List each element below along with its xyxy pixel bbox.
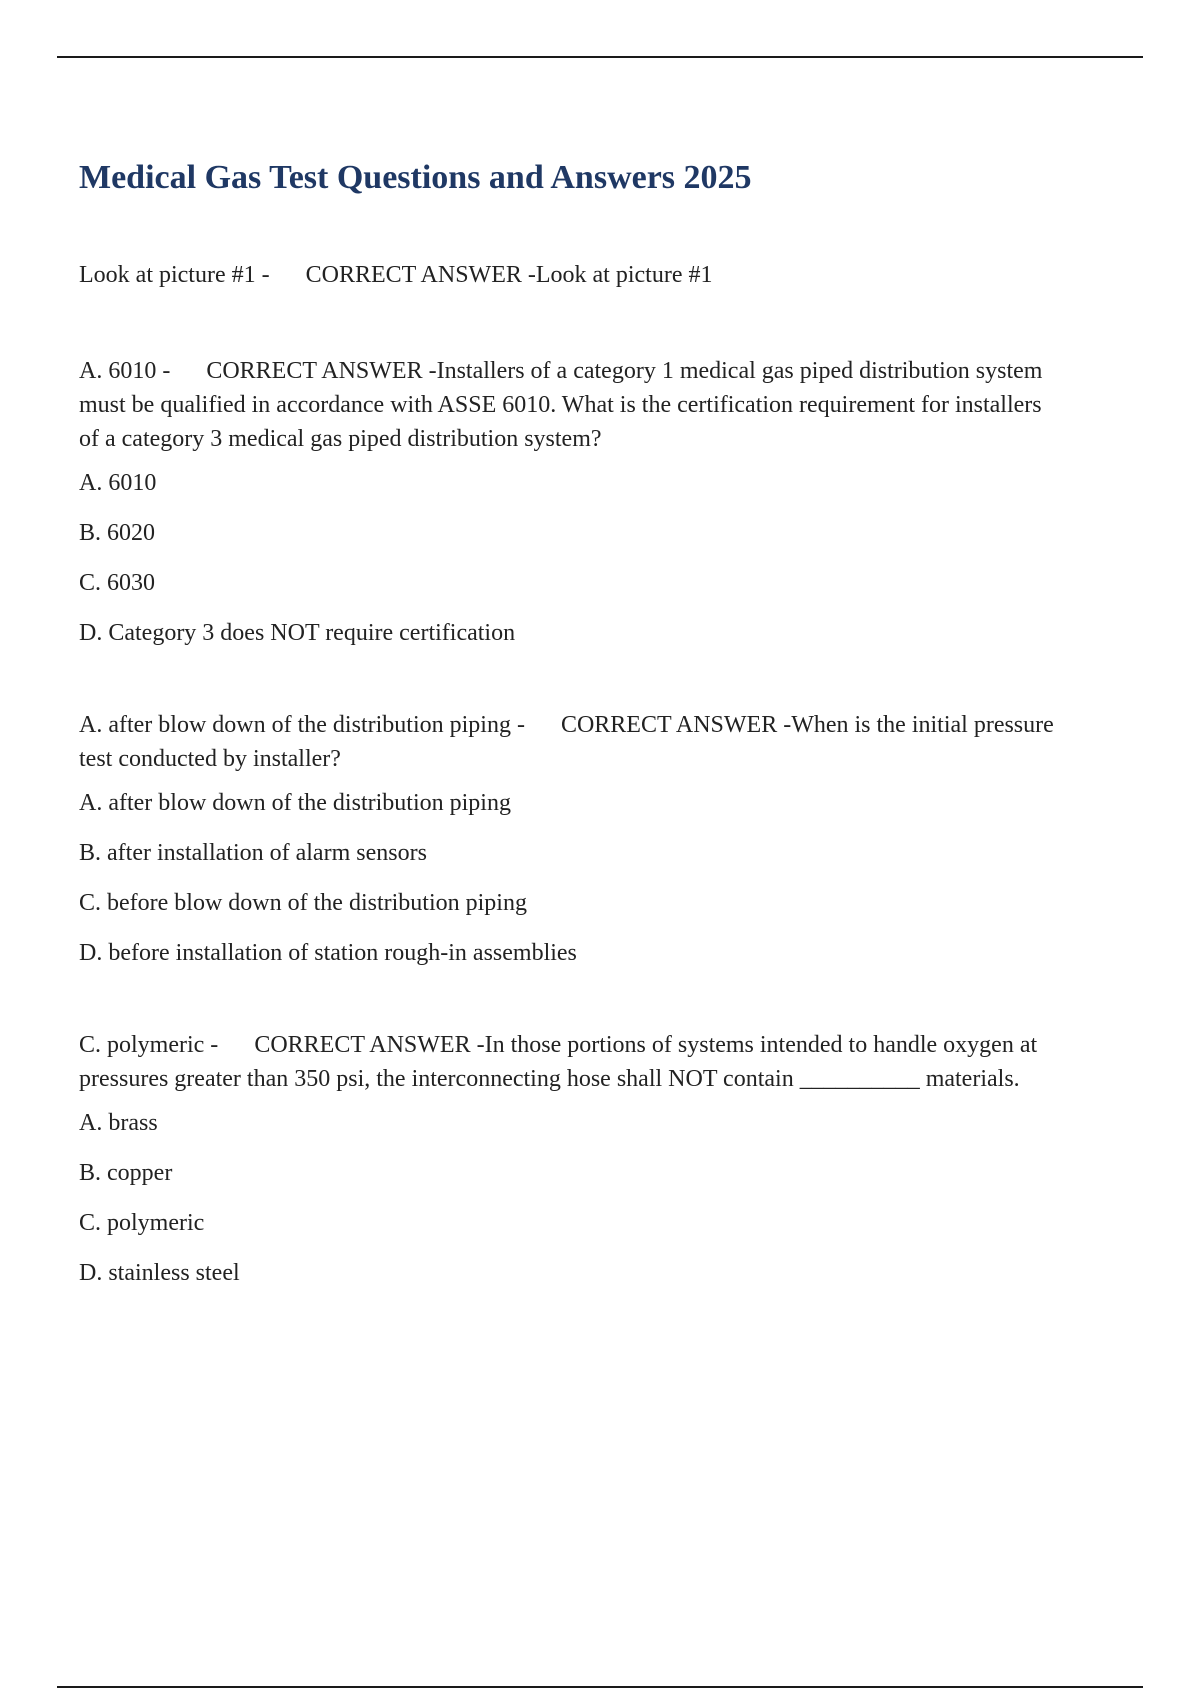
- qa-item-4: [79, 1028, 1059, 1290]
- option-d: D. before installation of station rough-in assemblies: [79, 940, 577, 966]
- correct-answer-marker: CORRECT ANSWER: [254, 1032, 471, 1058]
- option-list: [79, 466, 1059, 650]
- correct-answer-marker: CORRECT ANSWER: [305, 262, 522, 288]
- question-text: -When is the initial pressure test conducted by installer?: [79, 712, 1054, 772]
- qa-text: [79, 708, 1059, 776]
- header-rule: [57, 56, 1143, 58]
- answer-text: C. polymeric -: [79, 1032, 219, 1058]
- question-text: -In those portions of systems intended to handle oxygen at pressures greater than 350 psi, the interconnecting hose shall NOT contain __________ materials.: [79, 1032, 1038, 1092]
- option-d: D. Category 3 does NOT require certification: [79, 620, 516, 646]
- answer-text: Look at picture #1 -: [79, 262, 270, 288]
- option-b: B. after installation of alarm sensors: [79, 840, 427, 866]
- qa-item-3: [79, 708, 1059, 970]
- option-a: A. after blow down of the distribution piping: [79, 790, 511, 816]
- option-c: C. polymeric: [79, 1210, 205, 1236]
- correct-answer-marker: CORRECT ANSWER: [560, 712, 778, 738]
- option-c: C. before blow down of the distribution piping: [79, 890, 527, 916]
- question-text: -Look at picture #1: [527, 262, 713, 288]
- document-body: [79, 156, 1059, 1348]
- option-d: D. stainless steel: [79, 1260, 240, 1286]
- option-c: C. 6030: [79, 570, 156, 596]
- correct-answer-marker: CORRECT ANSWER: [206, 358, 423, 384]
- question-text: -Installers of a category 1 medical gas piped distribution system must be qualified in accordance with ASSE 6010. What is the certification requirement for installers of a category 3 medical gas piped distribution system?: [79, 358, 1043, 452]
- answer-text: A. 6010 -: [79, 358, 171, 384]
- document-title: Medical Gas Test Questions and Answers 2025: [79, 159, 752, 196]
- answer-text: A. after blow down of the distribution piping -: [79, 712, 525, 738]
- footer-rule: [57, 1686, 1143, 1688]
- option-a: A. 6010: [79, 470, 157, 496]
- option-list: [79, 1106, 1059, 1290]
- option-list: [79, 786, 1059, 970]
- option-b: B. copper: [79, 1160, 173, 1186]
- qa-text: [79, 258, 1059, 292]
- option-b: B. 6020: [79, 520, 156, 546]
- qa-text: [79, 354, 1059, 456]
- qa-text: [79, 1028, 1059, 1096]
- option-a: A. brass: [79, 1110, 158, 1136]
- qa-item-1: [79, 258, 1059, 292]
- qa-item-2: [79, 354, 1059, 650]
